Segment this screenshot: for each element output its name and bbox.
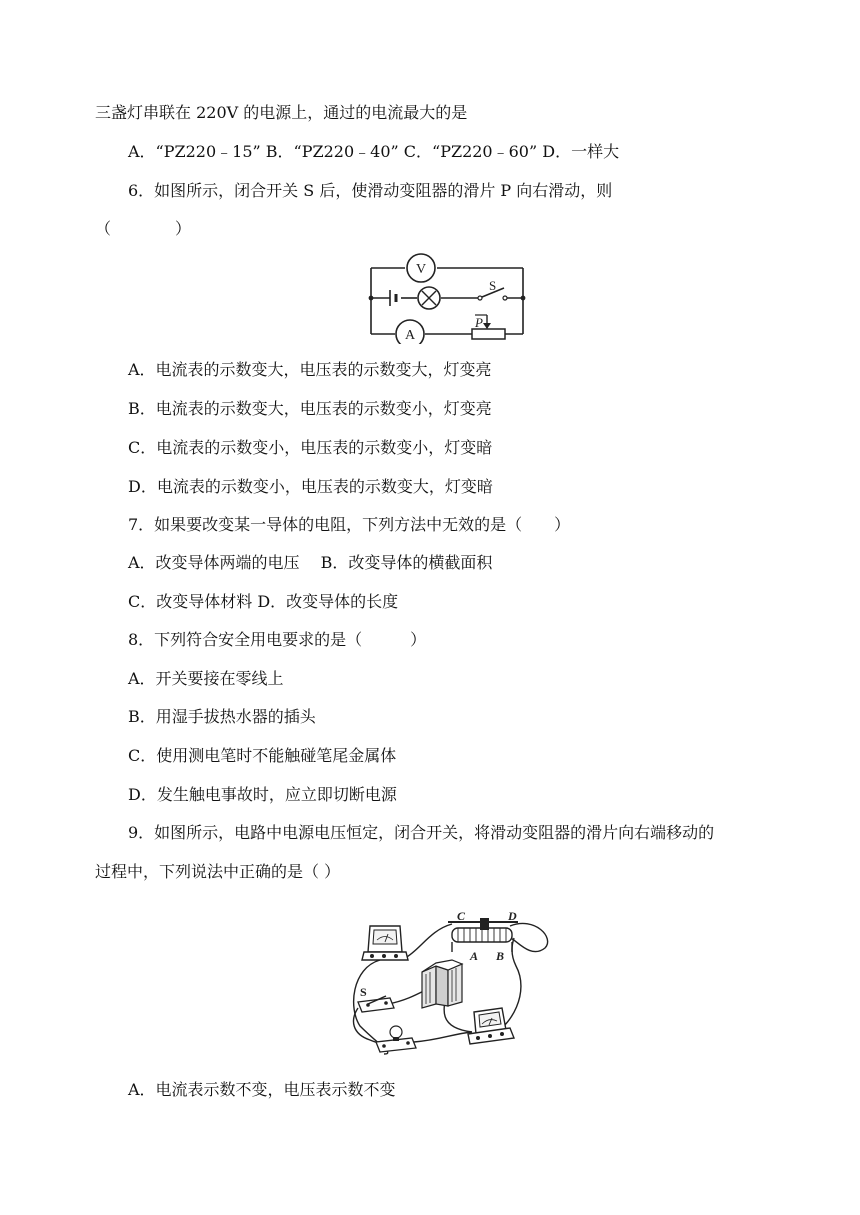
- q8-option-d: D．发生触电事故时，应立即切断电源: [128, 785, 397, 804]
- q6-voltmeter-label: V: [415, 262, 427, 277]
- q6-option-c: C．电流表的示数变小，电压表的示数变小，灯变暗: [128, 438, 493, 457]
- q5-options: A．“PZ220﹣15” B．“PZ220﹣40” C．“PZ220﹣60” D．一样大: [128, 142, 620, 161]
- q8-option-a: A．开关要接在零线上: [128, 669, 284, 688]
- q6-circuit-diagram: [365, 252, 530, 344]
- q6-answer-blank: （ ）: [95, 219, 192, 238]
- q7-stem: 7．如果要改变某一导体的电阻，下列方法中无效的是（ ）: [128, 515, 571, 534]
- q6-ammeter-label: A: [404, 328, 416, 343]
- q7-options-line2: C．改变导体材料 D．改变导体的长度: [128, 592, 399, 611]
- q9-circuit-diagram: [340, 908, 565, 1060]
- q6-stem: 6．如图所示，闭合开关 S 后，使滑动变阻器的滑片 P 向右滑动，则: [128, 181, 613, 200]
- q5-stem-tail: 三盏灯串联在 220V 的电源上，通过的电流最大的是: [95, 103, 468, 122]
- q9-option-a: A．电流表示数不变，电压表示数不变: [128, 1080, 396, 1099]
- q9-label-c: C: [457, 909, 466, 923]
- q8-stem: 8．下列符合安全用电要求的是（ ）: [128, 630, 427, 649]
- q6-slider-label: P: [475, 315, 483, 330]
- q7-options-line1: A．改变导体两端的电压 B．改变导体的横截面积: [128, 553, 493, 572]
- q8-option-c: C．使用测电笔时不能触碰笔尾金属体: [128, 746, 397, 765]
- q9-stem-line2: 过程中，下列说法中正确的是（ ）: [95, 862, 341, 881]
- q6-option-a: A．电流表的示数变大，电压表的示数变大，灯变亮: [128, 360, 492, 379]
- q9-label-a: A: [470, 949, 479, 963]
- q9-label-b: B: [496, 949, 505, 963]
- q6-switch-label: S: [489, 278, 497, 293]
- q9-stem-line1: 9．如图所示，电路中电源电压恒定，闭合开关，将滑动变阻器的滑片向右端移动的: [128, 823, 715, 842]
- q6-option-b: B．电流表的示数变大，电压表的示数变小，灯变亮: [128, 399, 492, 418]
- q9-label-d: D: [508, 909, 517, 923]
- q8-option-b: B．用湿手拔热水器的插头: [128, 707, 316, 726]
- q6-option-d: D．电流表的示数变小，电压表的示数变大，灯变暗: [128, 477, 493, 496]
- q9-label-s: S: [360, 985, 367, 999]
